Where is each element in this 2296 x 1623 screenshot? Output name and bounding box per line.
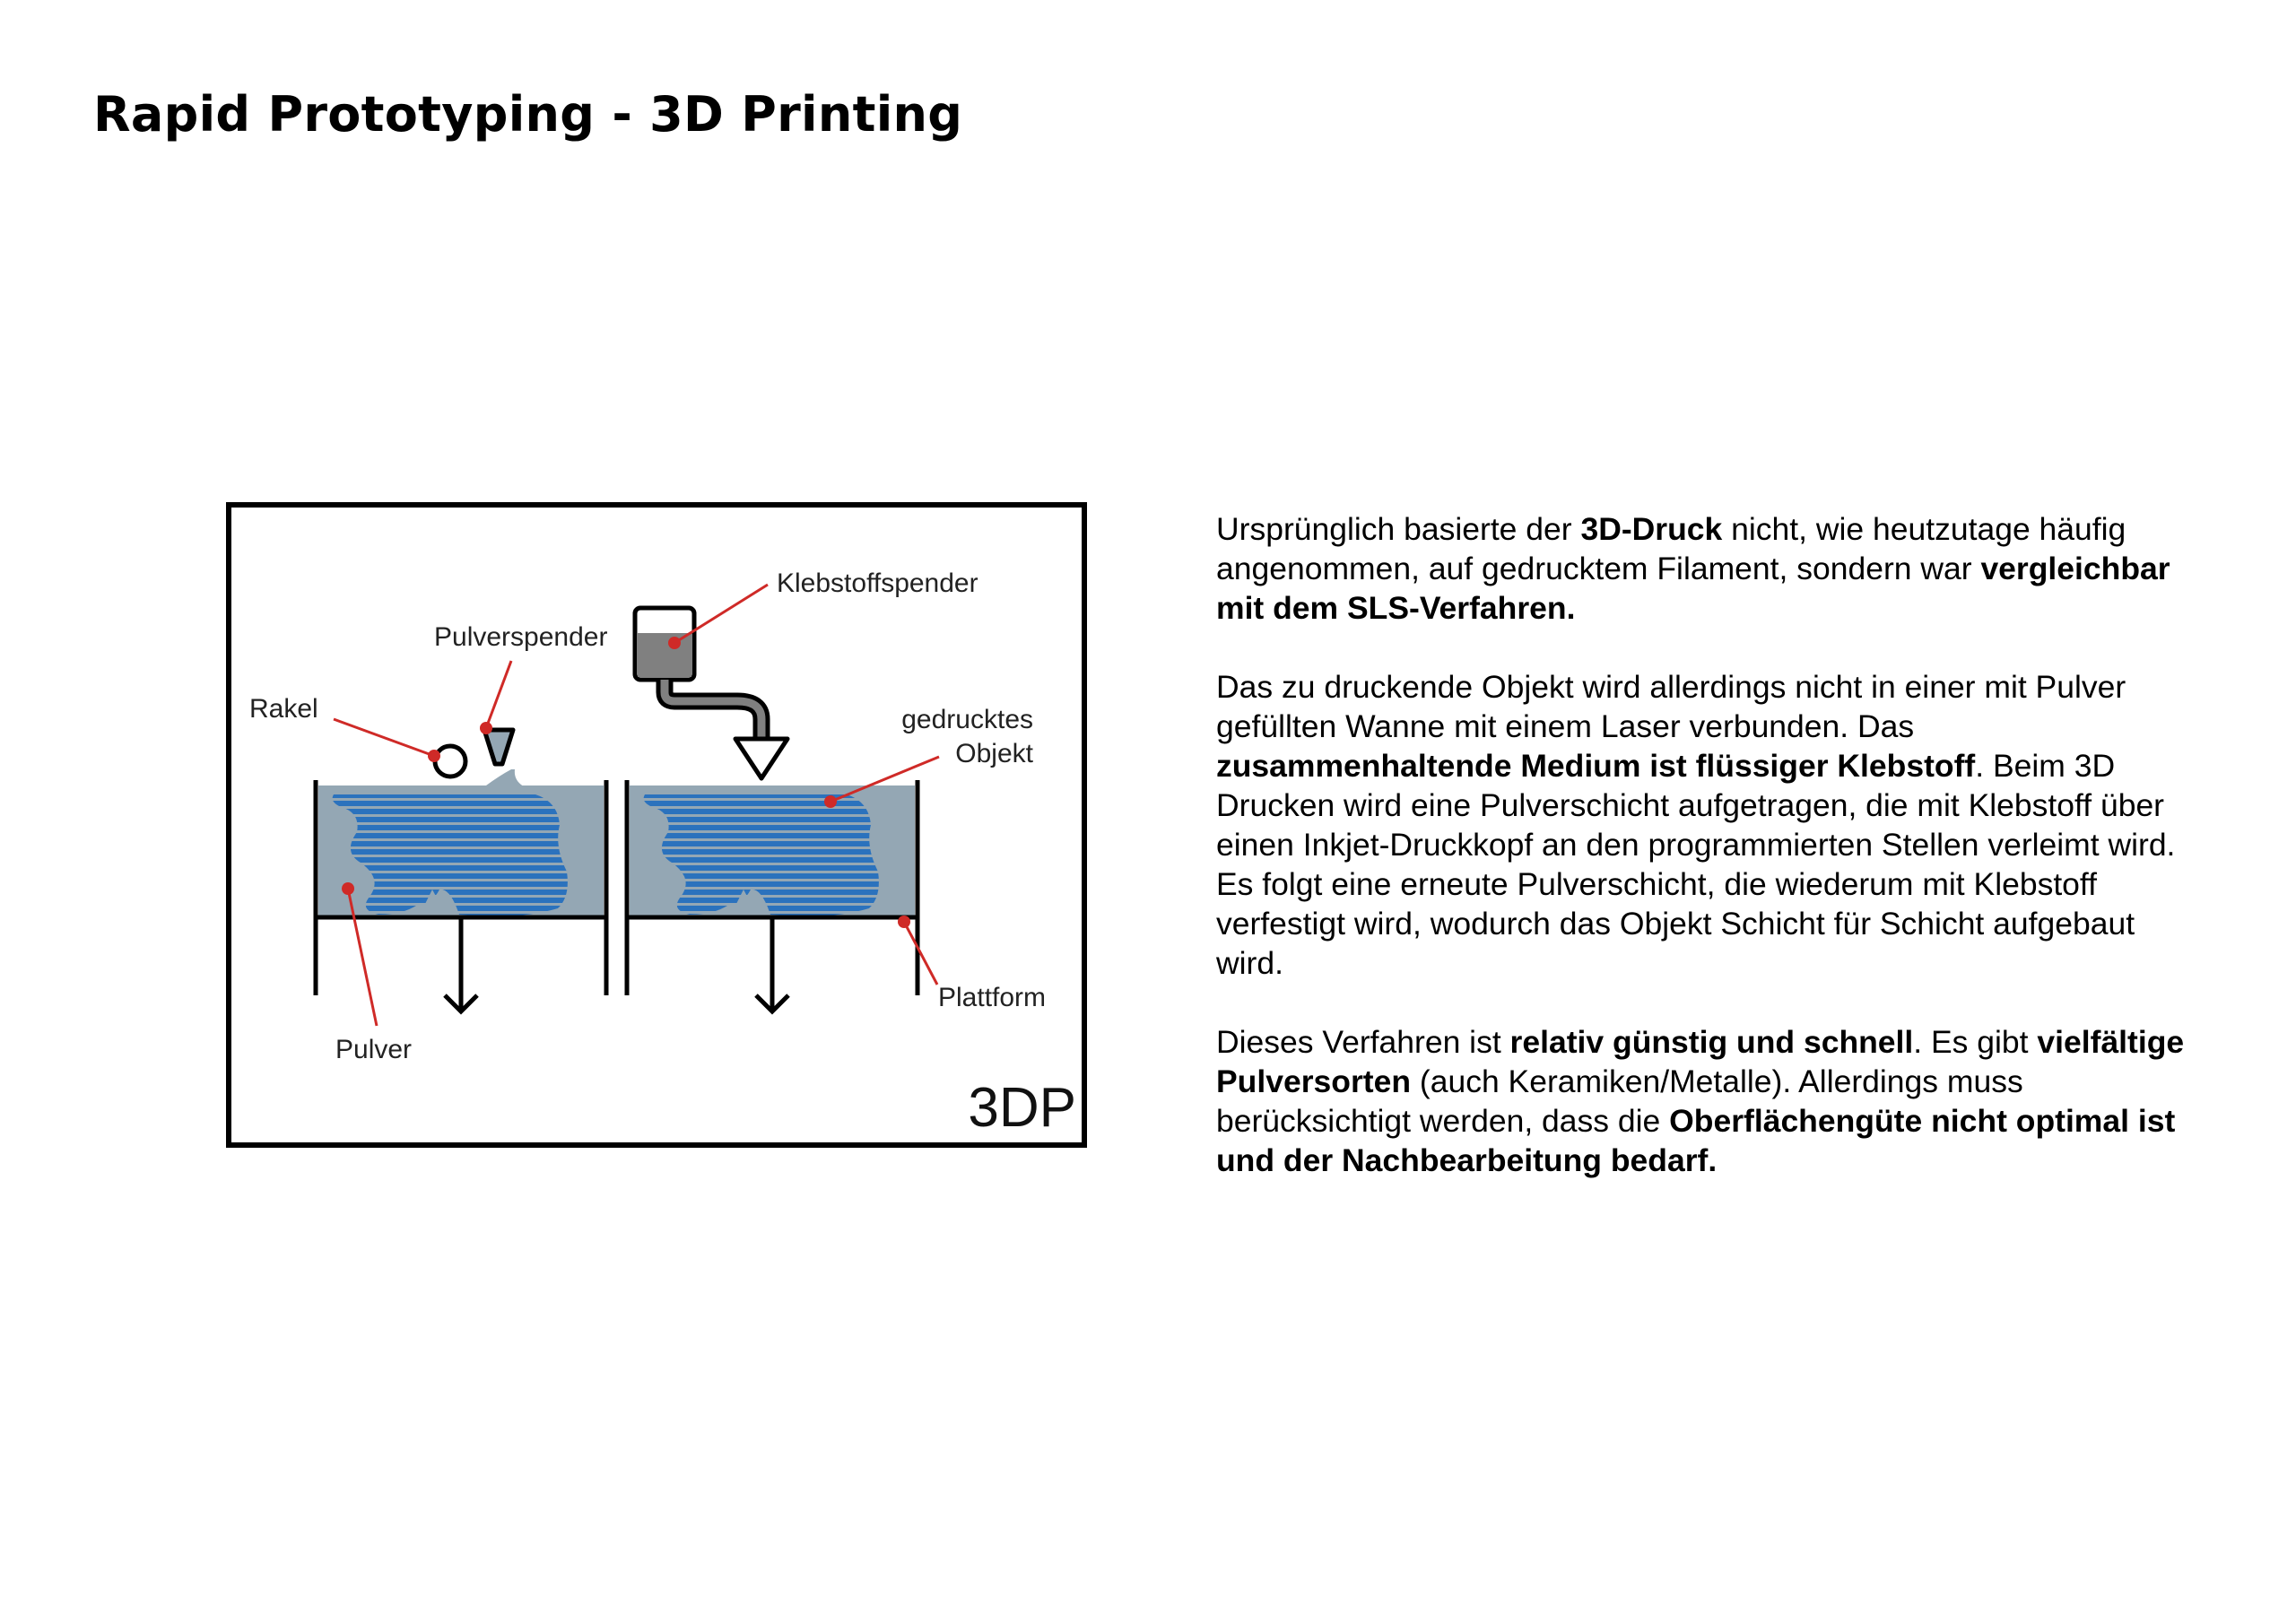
p1-bold-1: 3D-Druck	[1580, 511, 1723, 547]
label-objekt: Objekt	[955, 739, 1033, 768]
callout-dot-klebstoffspender	[668, 637, 681, 649]
powder-dispenser	[484, 730, 513, 764]
rakel-roller	[435, 746, 465, 777]
paragraph-1	[1216, 509, 2194, 628]
label-gedrucktes: gedrucktes	[901, 705, 1033, 734]
paragraph-2	[1216, 667, 2194, 983]
label-rakel: Rakel	[249, 694, 318, 724]
p1-bold-2: vergleichbar mit dem SLS-Verfahren.	[1216, 551, 2170, 626]
label-pulverspender: Pulverspender	[434, 622, 608, 652]
diagram-canvas	[226, 502, 1087, 1148]
glue-dispenser	[635, 608, 787, 778]
callout-dot-pulver	[342, 882, 354, 895]
label-plattform: Plattform	[938, 983, 1047, 1012]
description-text	[1216, 509, 2194, 1219]
p3-bold-1: relativ günstig und schnell	[1509, 1024, 1914, 1060]
page-title: Rapid Prototyping - 3D Printing	[93, 86, 963, 143]
p1-text-2: nicht, wie heutzutage häufig angenommen, auf gedrucktem Filament, sondern war	[1216, 511, 2126, 586]
p3-bold-3: Oberflächengüte nicht optimal ist und der Nachbearbeitung bedarf.	[1216, 1103, 2176, 1178]
p2-text-1: Das zu druckende Objekt wird allerdings nicht in einer mit Pulver gefüllten Wanne mit einem Laser verbunden. Das	[1216, 669, 2126, 744]
label-pulver: Pulver	[335, 1035, 413, 1064]
figure-tag-3dp: 3DP	[968, 1077, 1076, 1139]
p3-bold-2: vielfältige Pulversorten	[1216, 1024, 2185, 1099]
3dp-process-diagram	[226, 502, 1087, 1148]
right-build-chamber	[627, 608, 918, 1011]
p3-text-3: (auch Keramiken/Metalle). Allerdings muss berücksichtigt werden, dass die	[1216, 1063, 2023, 1139]
callout-dot-pulverspender	[480, 722, 492, 734]
callout-dot-rakel	[428, 750, 440, 762]
p2-bold-1: zusammenhaltende Medium ist flüssiger Klebstoff	[1216, 748, 1976, 784]
p1-text-1: Ursprünglich basierte der	[1216, 511, 1581, 547]
label-klebstoffspender: Klebstoffspender	[777, 568, 978, 598]
right-down-arrow	[756, 917, 788, 1011]
p3-text-1: Dieses Verfahren ist	[1216, 1024, 1510, 1060]
left-build-chamber	[316, 730, 606, 1011]
p2-text-2: . Beim 3D Drucken wird eine Pulverschicht aufgetragen, die mit Klebstoff über einen Inkjet-Druckkopf an den programmierten Stellen verleimt wird. Es folgt eine erneute Pulverschicht, die wiederum mit Klebstoff verfestigt wird, wodurch das Objekt Schicht für Schicht aufgebaut wird.	[1216, 748, 2176, 981]
p3-text-2: . Es gibt	[1913, 1024, 2038, 1060]
left-down-arrow	[445, 917, 477, 1011]
callout-dot-gedrucktes-objekt	[824, 795, 837, 808]
paragraph-3	[1216, 1022, 2194, 1180]
callout-dot-plattform	[898, 916, 910, 928]
